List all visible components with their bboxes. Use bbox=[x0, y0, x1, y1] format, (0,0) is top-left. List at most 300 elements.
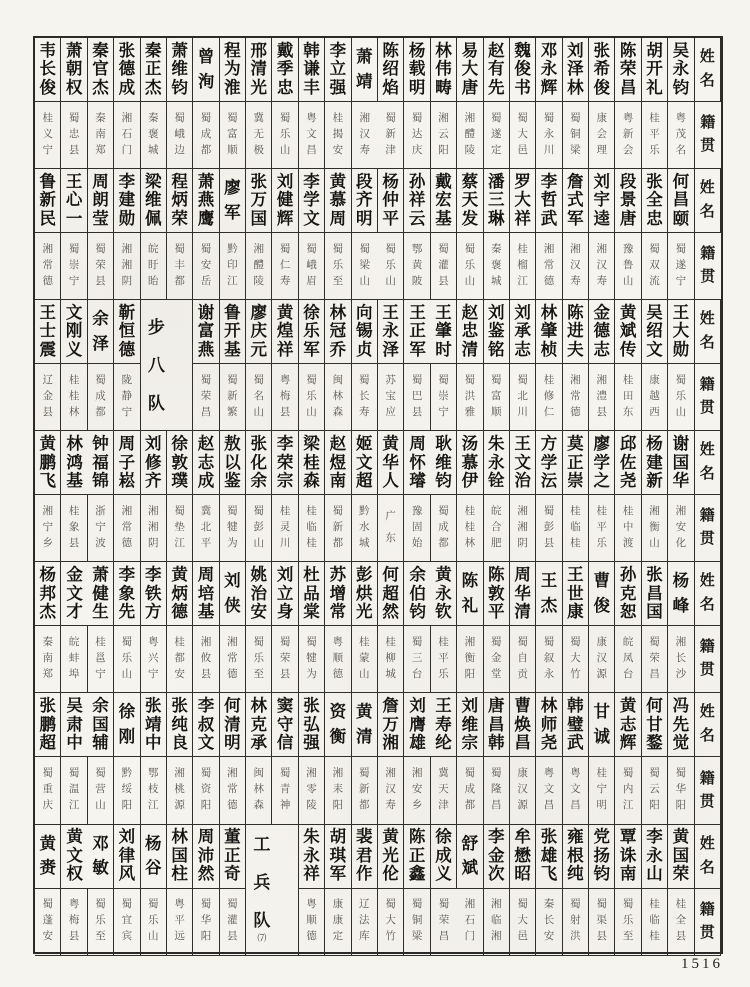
name-char: 志 bbox=[514, 339, 531, 359]
origin-char: 桂 bbox=[174, 637, 185, 649]
header-char: 姓 bbox=[699, 49, 715, 65]
name-char: 飞 bbox=[39, 470, 56, 490]
name-char: 赵 bbox=[197, 434, 215, 454]
origin-cell bbox=[352, 626, 378, 693]
name-char: 逵 bbox=[593, 208, 610, 228]
origin-cell bbox=[220, 495, 246, 562]
name-char: 守 bbox=[276, 714, 294, 734]
origin-char: 粤 bbox=[147, 637, 159, 649]
name-char: 俊 bbox=[514, 59, 531, 79]
name-char: 钧 bbox=[409, 602, 426, 621]
origin-char: 极 bbox=[253, 144, 264, 156]
origin-char: 阳 bbox=[332, 800, 344, 812]
name-char: 杰 bbox=[92, 77, 109, 97]
origin-char: 汉 bbox=[596, 259, 607, 271]
origin-cell bbox=[220, 364, 246, 431]
name-char: 泽 bbox=[92, 333, 109, 353]
name-char: 彭 bbox=[356, 565, 373, 585]
name-char: 秦 bbox=[92, 40, 109, 60]
person-name-cell bbox=[457, 825, 483, 889]
header-origin bbox=[695, 102, 721, 169]
origin-cell bbox=[246, 626, 272, 693]
name-char: 佐 bbox=[619, 452, 637, 472]
name-char: 姚 bbox=[250, 565, 267, 585]
name-char: 大 bbox=[514, 190, 531, 210]
person-name-cell bbox=[114, 431, 140, 495]
origin-char: 湘 bbox=[200, 637, 212, 649]
origin-char: 双 bbox=[649, 259, 660, 271]
name-char: 李 bbox=[646, 827, 663, 847]
origin-cell bbox=[114, 626, 140, 693]
origin-char: 铜 bbox=[411, 915, 423, 927]
header-name bbox=[695, 38, 721, 102]
name-char: 武 bbox=[567, 733, 584, 753]
divider-char: 队 bbox=[147, 393, 165, 413]
name-char: 鲁 bbox=[224, 303, 241, 323]
name-char: 黄 bbox=[382, 827, 399, 847]
origin-char: 彭 bbox=[543, 522, 555, 534]
origin-char: 桂 bbox=[622, 374, 634, 386]
person-name-cell bbox=[193, 825, 219, 889]
origin-cell bbox=[272, 495, 298, 562]
origin-char: 蜀 bbox=[675, 243, 687, 255]
name-char: 李 bbox=[303, 171, 320, 191]
name-char: 王 bbox=[409, 303, 426, 323]
name-char: 觉 bbox=[672, 733, 690, 753]
origin-char: 桂 bbox=[42, 112, 53, 124]
name-char: 宏 bbox=[435, 190, 452, 210]
origin-char: 寿 bbox=[359, 144, 371, 156]
name-char: 党 bbox=[593, 827, 610, 847]
person-name-cell bbox=[615, 431, 641, 495]
origin-char: 粤 bbox=[543, 768, 555, 780]
name-char: 梁 bbox=[144, 171, 162, 191]
origin-char: 宁 bbox=[147, 669, 159, 681]
name-char: 学 bbox=[540, 452, 558, 472]
origin-char: 梁 bbox=[359, 259, 371, 271]
name-char: 何 bbox=[224, 696, 241, 716]
origin-char: 蜀 bbox=[622, 899, 634, 911]
origin-char: 桂 bbox=[649, 931, 660, 943]
origin-cell bbox=[114, 364, 140, 431]
origin-char: 仁 bbox=[279, 259, 291, 271]
name-char: 杰 bbox=[39, 602, 56, 621]
person-name-cell bbox=[457, 431, 483, 495]
origin-char: 江 bbox=[622, 800, 634, 812]
name-char: 敏 bbox=[92, 858, 109, 878]
person-name-cell bbox=[668, 693, 694, 757]
origin-cell bbox=[668, 626, 694, 693]
name-char: 斌 bbox=[461, 858, 479, 878]
name-char: 军 bbox=[224, 202, 241, 222]
origin-char: 眙 bbox=[147, 276, 159, 288]
name-char: 文 bbox=[514, 452, 531, 472]
origin-cell bbox=[167, 102, 193, 169]
origin-char: 蜀 bbox=[279, 637, 291, 649]
person-name-cell bbox=[457, 169, 483, 233]
origin-char: 乐 bbox=[279, 128, 291, 140]
origin-char: 临 bbox=[490, 915, 502, 927]
origin-char: 蜀 bbox=[675, 374, 687, 386]
name-char: 周 bbox=[197, 565, 215, 585]
name-char: 培 bbox=[197, 583, 215, 603]
origin-char: 渠 bbox=[596, 915, 607, 927]
origin-cell bbox=[563, 364, 589, 431]
origin-cell bbox=[510, 889, 536, 956]
origin-cell bbox=[88, 364, 114, 431]
origin-char: 桂 bbox=[596, 505, 607, 517]
person-name-cell bbox=[352, 431, 378, 495]
name-char: 琳 bbox=[487, 208, 505, 228]
origin-cell bbox=[352, 233, 378, 300]
name-char: 王 bbox=[435, 696, 452, 716]
origin-char: 粤 bbox=[675, 112, 687, 124]
name-char: 承 bbox=[514, 321, 531, 341]
origin-char: 蜀 bbox=[279, 768, 291, 780]
origin-char: 竹 bbox=[570, 669, 581, 681]
origin-char: 陵 bbox=[253, 276, 264, 288]
origin-cell bbox=[431, 757, 457, 824]
name-char: 谢 bbox=[672, 434, 690, 454]
name-char: 刘 bbox=[276, 565, 294, 585]
origin-char: 重 bbox=[42, 784, 53, 796]
name-char: 桂 bbox=[303, 452, 320, 472]
name-char: 泽 bbox=[382, 339, 399, 359]
origin-cell bbox=[61, 495, 87, 562]
page-number: 1516 bbox=[681, 956, 723, 972]
person-name-cell bbox=[484, 825, 510, 889]
person-name-cell bbox=[484, 169, 510, 233]
name-char: 伟 bbox=[435, 59, 452, 79]
person-name-cell bbox=[589, 38, 615, 102]
header-char: 姓 bbox=[699, 704, 715, 721]
name-char: 立 bbox=[276, 583, 294, 603]
name-char: 载 bbox=[408, 59, 426, 79]
name-char: 陈 bbox=[408, 827, 426, 847]
origin-cell bbox=[88, 889, 114, 956]
origin-char: 桂 bbox=[596, 768, 607, 780]
name-char: 徐 bbox=[435, 827, 452, 847]
origin-char: 台 bbox=[622, 669, 634, 681]
origin-char: 康 bbox=[596, 112, 607, 124]
name-char: 军 bbox=[303, 339, 320, 359]
name-char: 克 bbox=[250, 714, 267, 734]
person-name-cell bbox=[589, 825, 615, 889]
origin-cell bbox=[457, 495, 483, 562]
origin-char: 山 bbox=[95, 800, 106, 812]
origin-char: 昌 bbox=[200, 407, 212, 419]
origin-char: 山 bbox=[622, 276, 634, 288]
name-char: 军 bbox=[567, 208, 584, 228]
origin-char: 源 bbox=[174, 800, 185, 812]
origin-char: 山 bbox=[253, 538, 264, 550]
person-name-cell bbox=[141, 38, 167, 102]
origin-char: 眉 bbox=[306, 276, 317, 288]
origin-cell bbox=[457, 889, 483, 956]
origin-char: 都 bbox=[174, 276, 185, 288]
name-char: 钦 bbox=[435, 602, 452, 621]
person-name-cell bbox=[536, 300, 562, 364]
person-name-cell bbox=[589, 431, 615, 495]
origin-char: 遂 bbox=[675, 259, 687, 271]
name-char: 李 bbox=[540, 171, 558, 191]
origin-char: 川 bbox=[279, 538, 291, 550]
name-char: 徐 bbox=[118, 702, 136, 722]
origin-char: 合 bbox=[490, 522, 502, 534]
name-char: 祥 bbox=[303, 864, 320, 884]
origin-char: 县 bbox=[411, 407, 423, 419]
name-char: 康 bbox=[567, 602, 584, 621]
person-name-cell bbox=[457, 300, 483, 364]
name-char: 俊 bbox=[593, 77, 610, 97]
name-char: 明 bbox=[408, 77, 426, 97]
name-char: 文 bbox=[65, 303, 83, 323]
person-name-cell bbox=[167, 38, 193, 102]
origin-char: 云 bbox=[438, 128, 449, 140]
name-char: 军 bbox=[329, 864, 347, 884]
person-name-cell bbox=[272, 562, 298, 626]
header-origin bbox=[695, 757, 721, 824]
origin-cell bbox=[299, 102, 325, 169]
name-char: 明 bbox=[356, 208, 373, 228]
origin-char: 蜀 bbox=[253, 374, 264, 386]
name-char: 飞 bbox=[540, 864, 558, 884]
person-name-cell bbox=[536, 431, 562, 495]
origin-char: 蜀 bbox=[490, 768, 502, 780]
origin-char: 蜀 bbox=[464, 243, 476, 255]
origin-char: 县 bbox=[200, 669, 212, 681]
origin-cell bbox=[615, 364, 641, 431]
origin-char: 桂 bbox=[649, 112, 660, 124]
name-char: 鲁 bbox=[39, 171, 56, 191]
name-char: 德 bbox=[118, 339, 136, 359]
origin-char: 陂 bbox=[411, 276, 423, 288]
name-char: 祥 bbox=[408, 190, 426, 210]
origin-char: 山 bbox=[279, 144, 291, 156]
origin-char: 门 bbox=[121, 144, 133, 156]
name-char: 戴 bbox=[276, 40, 294, 60]
header-name bbox=[695, 693, 721, 757]
person-name-cell bbox=[35, 169, 61, 233]
person-name-cell bbox=[510, 693, 536, 757]
origin-char: 蜀 bbox=[68, 768, 80, 780]
person-name-cell bbox=[431, 693, 457, 757]
origin-cell bbox=[615, 495, 641, 562]
origin-char: 远 bbox=[174, 931, 185, 943]
person-name-cell bbox=[589, 169, 615, 233]
origin-cell bbox=[352, 102, 378, 169]
name-char: 宇 bbox=[593, 190, 610, 210]
name-char: 华 bbox=[382, 452, 399, 472]
origin-char: 新 bbox=[359, 784, 370, 796]
person-name-cell bbox=[668, 562, 694, 626]
name-char: 民 bbox=[39, 208, 56, 228]
person-name-cell bbox=[668, 825, 694, 889]
origin-char: 乡 bbox=[411, 800, 423, 812]
person-name-cell bbox=[404, 562, 430, 626]
name-char: 烘 bbox=[356, 583, 373, 603]
person-name-cell bbox=[193, 562, 219, 626]
header-char: 贯 bbox=[700, 269, 716, 286]
origin-cell bbox=[167, 495, 193, 562]
origin-cell bbox=[61, 757, 87, 824]
origin-char: 山 bbox=[121, 669, 133, 681]
origin-char: 蜀 bbox=[200, 768, 212, 780]
origin-char: 顺 bbox=[227, 144, 238, 156]
name-char: 森 bbox=[303, 470, 320, 490]
name-char: 奇 bbox=[224, 864, 241, 884]
origin-char: 康 bbox=[596, 637, 607, 649]
person-name-cell bbox=[378, 300, 404, 364]
name-char: 忠 bbox=[461, 321, 479, 341]
header-origin bbox=[695, 626, 721, 693]
person-name-cell bbox=[220, 300, 246, 364]
person-name-cell bbox=[484, 693, 510, 757]
origin-char: 宜 bbox=[121, 915, 133, 927]
name-char: 生 bbox=[92, 602, 109, 621]
origin-char: 鄂 bbox=[147, 768, 159, 780]
origin-char: 都 bbox=[438, 538, 449, 550]
person-name-cell bbox=[141, 825, 167, 889]
origin-char: 荣 bbox=[95, 259, 106, 271]
name-char: 泽 bbox=[567, 59, 584, 79]
name-char: 成 bbox=[197, 470, 215, 490]
origin-char: 蜀 bbox=[411, 899, 423, 911]
origin-char: 梁 bbox=[570, 144, 581, 156]
origin-char: 揭 bbox=[332, 128, 344, 140]
name-char: 李 bbox=[329, 40, 347, 60]
origin-char: 东 bbox=[385, 532, 396, 544]
origin-char: 乐 bbox=[675, 390, 687, 402]
name-char: 靖 bbox=[356, 71, 373, 91]
origin-cell bbox=[325, 233, 351, 300]
person-name-cell bbox=[589, 693, 615, 757]
name-char: 周 bbox=[329, 208, 347, 228]
origin-char: 蜀 bbox=[490, 637, 502, 649]
name-char: 敦 bbox=[487, 583, 505, 603]
person-name-cell bbox=[61, 169, 87, 233]
name-char: 平 bbox=[382, 208, 399, 228]
person-name-cell bbox=[431, 562, 457, 626]
divider-char: 兵 bbox=[253, 873, 271, 893]
origin-char: 茂 bbox=[675, 128, 687, 140]
origin-char: 粤 bbox=[279, 374, 291, 386]
origin-cell bbox=[510, 102, 536, 169]
origin-char: 蜀 bbox=[490, 112, 502, 124]
name-char: 恕 bbox=[619, 602, 637, 621]
origin-cell bbox=[35, 495, 61, 562]
origin-cell bbox=[668, 233, 694, 300]
origin-cell bbox=[431, 364, 457, 431]
name-char: 何 bbox=[672, 171, 690, 191]
name-char: 何 bbox=[382, 565, 399, 585]
origin-char: 苏 bbox=[385, 374, 396, 386]
name-char: 黄 bbox=[39, 833, 56, 853]
origin-char: 蜀 bbox=[95, 374, 106, 386]
name-char: 昌 bbox=[514, 733, 531, 753]
person-name-cell bbox=[35, 300, 61, 364]
origin-char: 安 bbox=[675, 522, 687, 534]
name-char: 刘 bbox=[593, 171, 610, 191]
origin-cell bbox=[589, 364, 615, 431]
name-char: 文 bbox=[646, 339, 663, 359]
origin-char: 边 bbox=[174, 144, 185, 156]
origin-cell bbox=[378, 757, 404, 824]
header-char: 姓 bbox=[699, 180, 715, 197]
name-char: 鉴 bbox=[224, 470, 241, 490]
person-name-cell bbox=[378, 693, 404, 757]
name-char: 贞 bbox=[356, 339, 373, 359]
name-char: 斌 bbox=[619, 321, 637, 341]
origin-cell bbox=[114, 757, 140, 824]
name-char: 刚 bbox=[118, 726, 136, 746]
origin-char: 蜀 bbox=[121, 899, 133, 911]
name-char: 弘 bbox=[303, 714, 320, 734]
origin-char: 都 bbox=[95, 407, 106, 419]
name-char: 新 bbox=[39, 190, 56, 210]
origin-char: 都 bbox=[359, 800, 370, 812]
origin-char: 资 bbox=[200, 784, 212, 796]
origin-char: 乐 bbox=[385, 259, 396, 271]
name-char: 莹 bbox=[92, 208, 109, 228]
person-name-cell bbox=[167, 431, 193, 495]
name-char: 王 bbox=[514, 434, 531, 454]
name-char: 庆 bbox=[250, 321, 267, 341]
origin-cell bbox=[299, 364, 325, 431]
name-char: 窦 bbox=[276, 696, 294, 716]
name-char: 裴 bbox=[356, 827, 373, 847]
name-char: 文 bbox=[66, 845, 83, 865]
origin-char: 康 bbox=[517, 768, 528, 780]
person-name-cell bbox=[615, 693, 641, 757]
person-name-cell bbox=[88, 562, 114, 626]
name-char: 世 bbox=[567, 583, 584, 603]
name-char: 靖 bbox=[144, 714, 162, 734]
person-name-cell bbox=[510, 300, 536, 364]
origin-char: 皖 bbox=[622, 637, 634, 649]
name-char: 金 bbox=[66, 565, 83, 585]
origin-char: 蜀 bbox=[95, 243, 106, 255]
origin-char: 蜀 bbox=[121, 637, 133, 649]
person-name-cell bbox=[404, 825, 430, 889]
origin-char: 蜀 bbox=[174, 112, 185, 124]
origin-char: 德 bbox=[227, 800, 238, 812]
header-char: 姓 bbox=[699, 311, 715, 328]
header-origin bbox=[695, 364, 721, 431]
name-char: 杨 bbox=[382, 171, 399, 191]
name-char: 清 bbox=[224, 714, 241, 734]
origin-char: 广 bbox=[385, 511, 396, 523]
origin-char: 梁 bbox=[411, 931, 423, 943]
origin-char: 堂 bbox=[490, 669, 502, 681]
name-char: 健 bbox=[92, 583, 109, 603]
origin-cell bbox=[615, 889, 641, 956]
name-char: 鸿 bbox=[66, 452, 83, 472]
origin-char: 湘 bbox=[121, 505, 133, 517]
name-char: 罗 bbox=[514, 171, 531, 191]
origin-char: 灵 bbox=[279, 522, 291, 534]
origin-cell bbox=[167, 233, 193, 300]
roster-table bbox=[33, 36, 723, 954]
person-name-cell bbox=[167, 693, 193, 757]
name-char: 永 bbox=[646, 845, 663, 865]
name-char: 扬 bbox=[593, 845, 610, 865]
name-char: 董 bbox=[224, 827, 241, 847]
origin-char: 湘 bbox=[42, 505, 53, 517]
origin-char: 蜀 bbox=[332, 243, 344, 255]
person-name-cell bbox=[563, 693, 589, 757]
name-char: 永 bbox=[303, 845, 320, 865]
